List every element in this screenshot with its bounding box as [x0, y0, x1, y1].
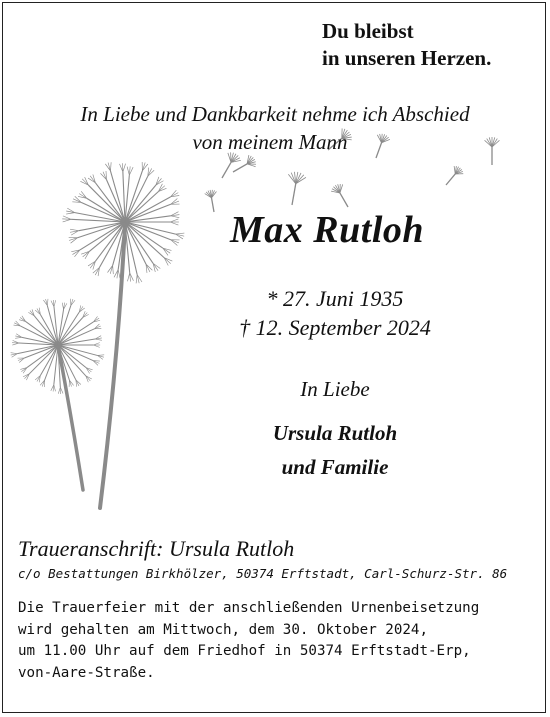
service-line-3: um 11.00 Uhr auf dem Friedhof in 50374 Erftstadt-Erp, — [18, 643, 471, 659]
mourner-family: und Familie — [281, 455, 389, 479]
motto-line-1: Du bleibst — [322, 19, 414, 43]
deceased-name: Max Rutloh — [230, 209, 425, 251]
service-line-4: von-Aare-Straße. — [18, 664, 155, 681]
motto-line-2: in unseren Herzen. — [322, 46, 492, 70]
address-line: c/o Bestattungen Birkhölzer, 50374 Erftstadt, Carl-Schurz-Str. 86 — [18, 566, 508, 581]
mourner-name: Ursula Rutloh — [272, 421, 398, 445]
birth-date: * 27. Juni 1935 — [266, 286, 404, 311]
intro-line-1: In Liebe und Dankbarkeit nehme ich Abschied — [80, 102, 470, 126]
motto — [322, 18, 491, 72]
mourners-intro: In Liebe — [300, 377, 370, 401]
address-title: Traueranschrift: Ursula Rutloh — [18, 536, 295, 561]
death-date: † 12. September 2024 — [239, 315, 431, 340]
service-line-2: wird gehalten am Mittwoch, dem 30. Oktober 2024, — [18, 621, 428, 638]
service-info — [18, 598, 479, 684]
service-line-1: Die Trauerfeier mit der anschließenden Urnenbeisetzung — [18, 600, 480, 616]
intro-line-2: von meinem Mann — [192, 130, 348, 154]
